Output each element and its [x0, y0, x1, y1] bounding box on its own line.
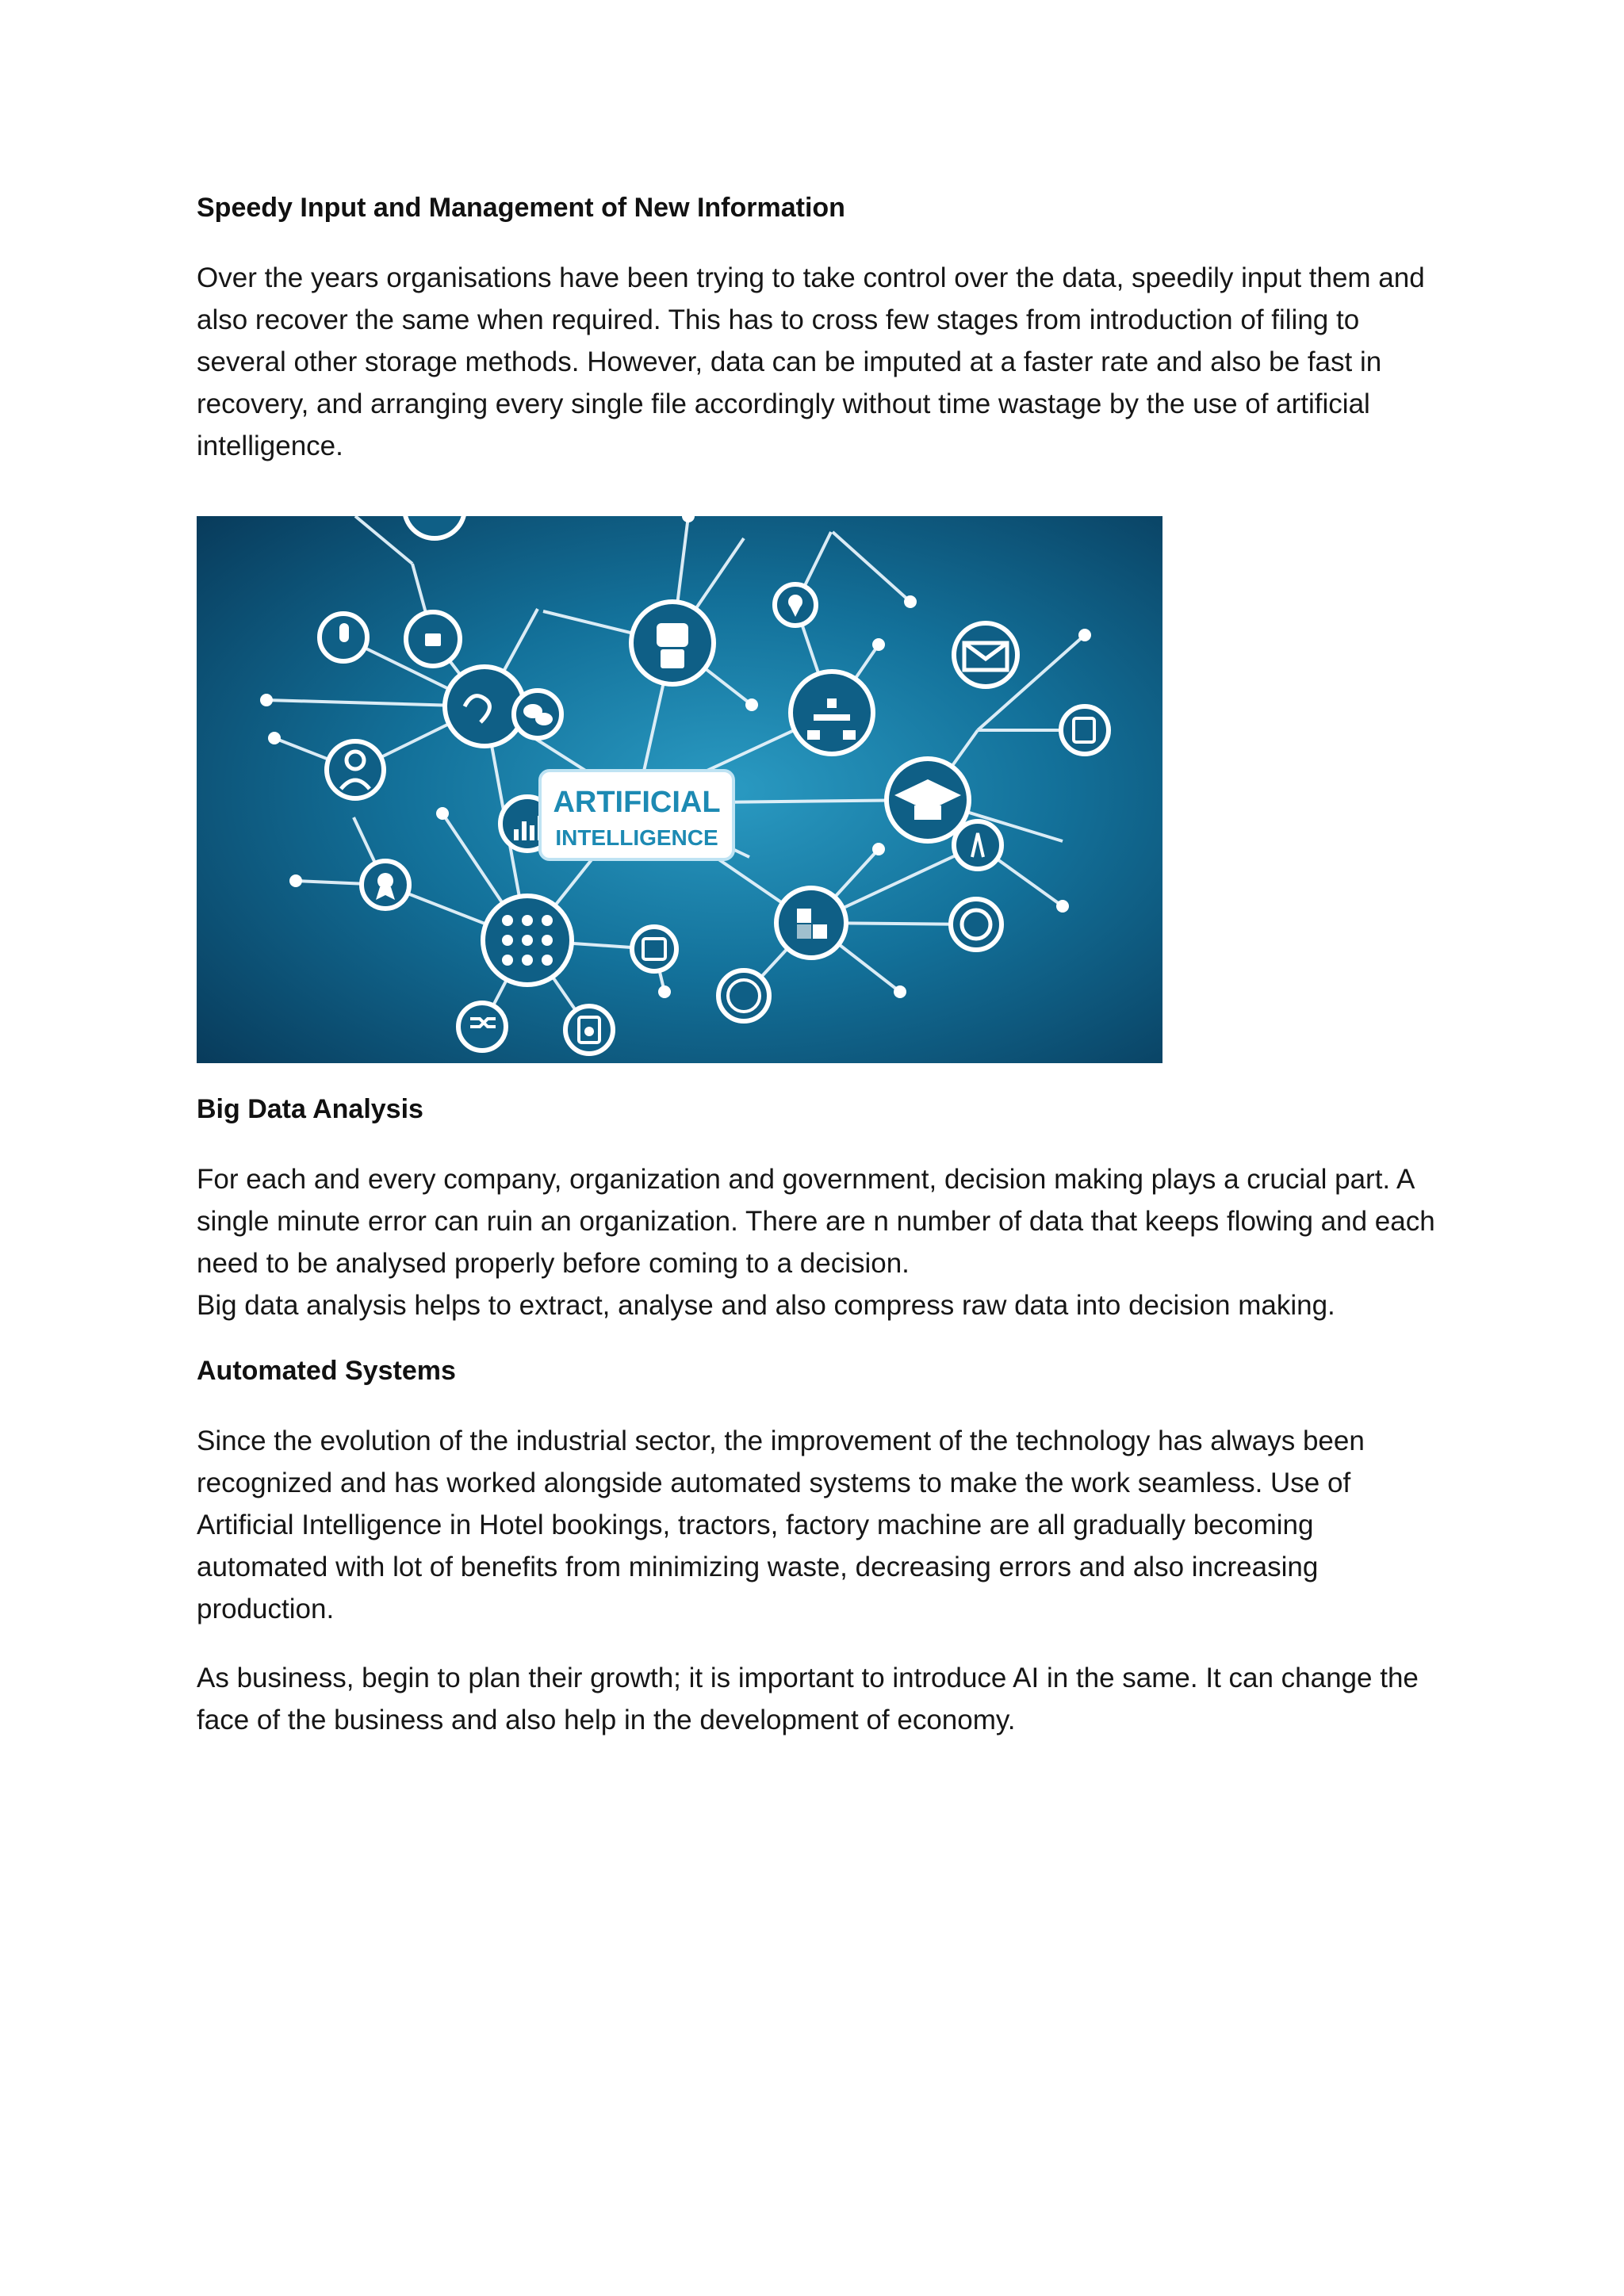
decision-arrow-icon	[445, 667, 524, 746]
ai-network-svg	[197, 516, 1162, 1063]
road-icon	[954, 821, 1002, 869]
ai-label-line1: ARTIFICIAL	[553, 786, 721, 819]
section-heading-speedy-input: Speedy Input and Management of New Information	[197, 193, 845, 223]
paragraph: Over the years organisations have been trying to take control over the data, speedily input them and also recover the same when required. This has to cross few stages from introduction of filing to several other storage methods. However, data can be imputed at a faster rate and also be fast in recovery, and arranging every single file accordingly without time wastage by the use of artificial intelligence.	[197, 262, 1425, 461]
section-heading-automated-systems: Automated Systems	[197, 1356, 456, 1386]
brain-icon	[951, 899, 1002, 950]
section-heading-big-data: Big Data Analysis	[197, 1094, 423, 1124]
paragraph: Since the evolution of the industrial sector, the improvement of the technology has always been recognized and has worked alongside automated systems to make the work seamless. Use of Artificial Intelligence in Hotel bookings, tractors, factory machine are all gradually becoming automated with lot of benefits from minimizing waste, decreasing errors and also increasing production.	[197, 1425, 1365, 1624]
ai-network-illustration	[197, 516, 1162, 1063]
ai-label-box	[540, 771, 733, 859]
shuffle-icon	[458, 1003, 506, 1050]
document-body	[197, 190, 1450, 1768]
calendar-icon	[632, 927, 676, 971]
paragraph: For each and every company, organization and government, decision making plays a crucial part. A single minute error can ruin an organization. There are n number of data that keeps flowing and each need to be analysed properly before coming to a decision.	[197, 1164, 1435, 1279]
checklist-icon	[1061, 706, 1109, 754]
ai-label-line2: INTELLIGENCE	[555, 825, 718, 850]
paragraph: As business, begin to plan their growth; it is important to introduce AI in the same. It can change the face of the business and also help in the development of economy.	[197, 1663, 1419, 1735]
www-icon	[718, 970, 769, 1021]
paragraph: Big data analysis helps to extract, analyse and also compress raw data into decision making.	[197, 1290, 1335, 1321]
flowchart-icon	[791, 672, 873, 754]
